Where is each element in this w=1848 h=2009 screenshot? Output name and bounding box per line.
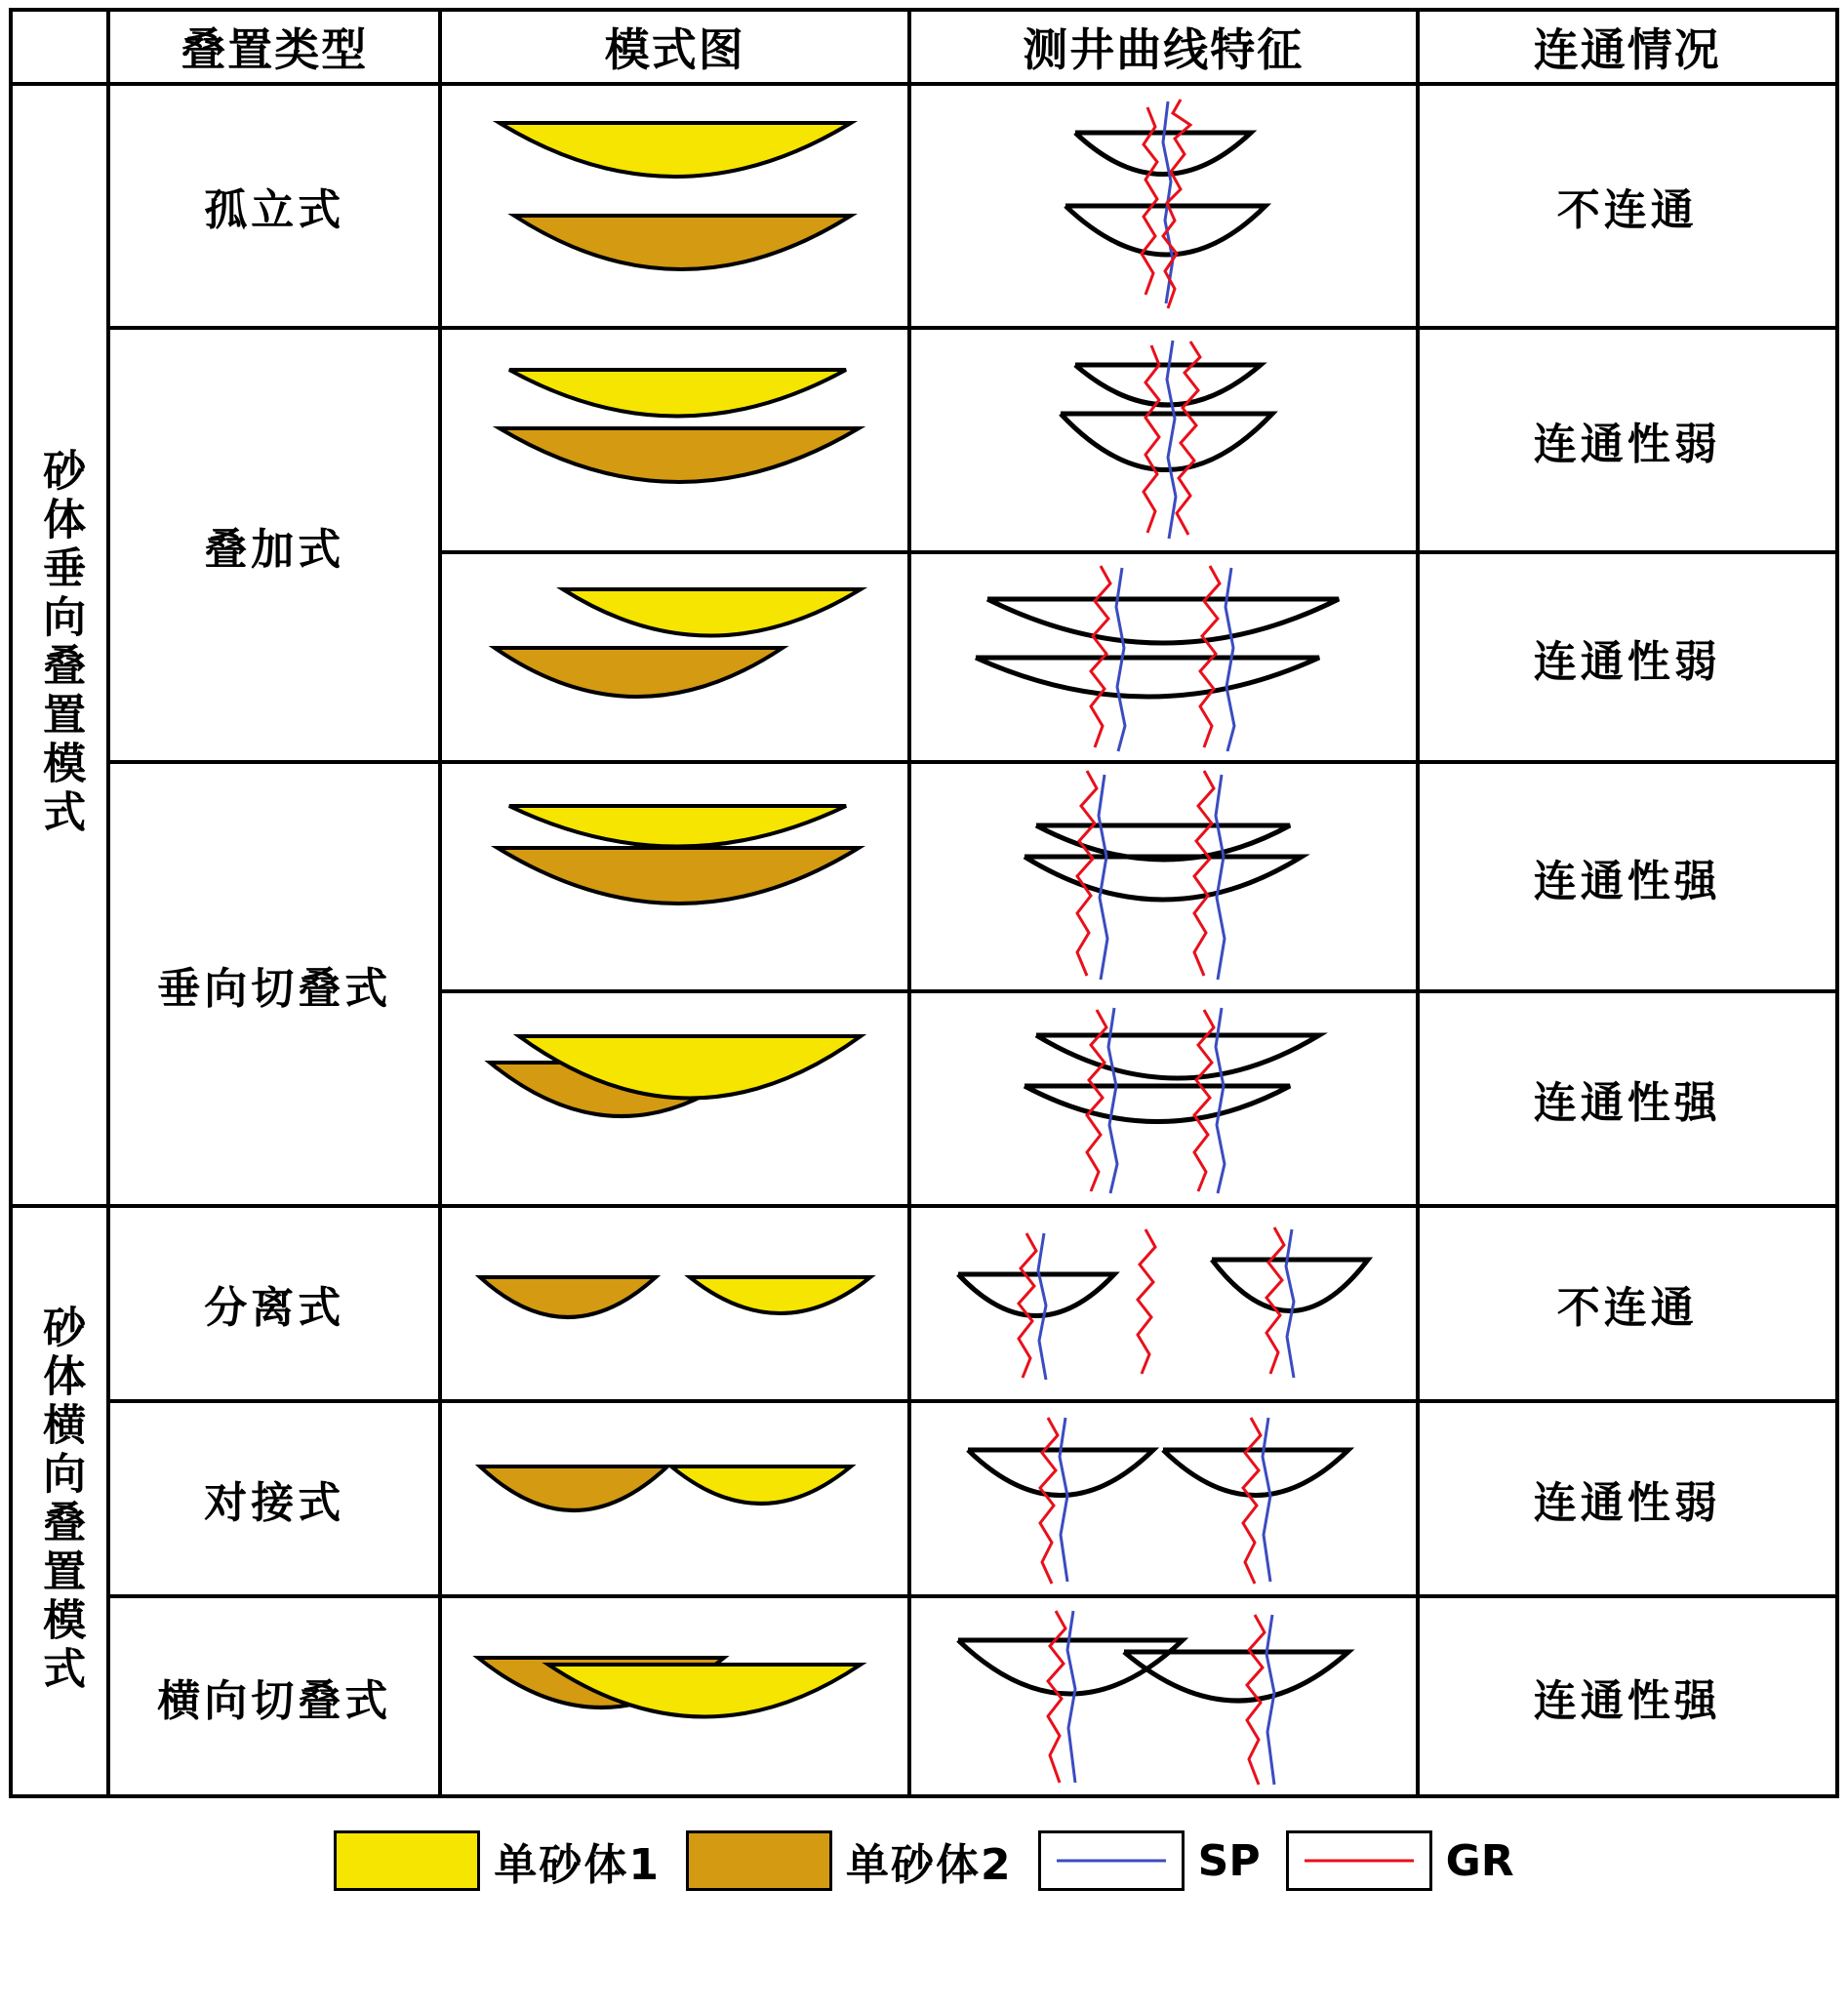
pattern-vertical-cut-b	[440, 991, 909, 1206]
pattern-vertical-cut-b-svg	[461, 999, 890, 1199]
pattern-superimposed-a	[440, 328, 909, 552]
type-lateral-cut-stack: 横向切叠式	[108, 1596, 440, 1796]
gr-line-icon	[1301, 1851, 1418, 1870]
log-separated	[909, 1206, 1418, 1401]
log-isolated-svg	[929, 94, 1397, 318]
legend-label-sand2: 单砂体2	[846, 1840, 1013, 1890]
legend-item-gr	[1286, 1830, 1514, 1891]
legend-item-sp	[1038, 1830, 1261, 1891]
type-separated: 分离式	[108, 1206, 440, 1401]
header-group	[11, 10, 108, 84]
pattern-lateral-cut	[440, 1596, 909, 1796]
pattern-separated	[440, 1206, 909, 1401]
table-row	[11, 84, 1837, 328]
pattern-vertical-cut-a	[440, 762, 909, 991]
log-lateral-cut-svg	[929, 1601, 1397, 1791]
type-superimposed: 叠加式	[108, 328, 440, 762]
connectivity-lateral-cut: 连通性强	[1418, 1596, 1838, 1796]
header-connectivity: 连通情况	[1418, 10, 1838, 84]
pattern-isolated	[440, 84, 909, 328]
group-label-vertical: 砂体垂向叠置模式	[11, 84, 108, 1206]
log-superimposed-a-svg	[929, 336, 1397, 545]
figure-root	[0, 8, 1848, 2009]
type-vertical-cut-stack: 垂向切叠式	[108, 762, 440, 1206]
table-row	[11, 1206, 1837, 1401]
log-vertical-cut-b-svg	[929, 996, 1397, 1201]
log-vertical-cut-a-svg	[929, 767, 1397, 986]
sand-body-1-swatch	[334, 1830, 480, 1891]
log-lateral-cut	[909, 1596, 1418, 1796]
header-log-curve: 测井曲线特征	[909, 10, 1418, 84]
pattern-superimposed-a-svg	[461, 336, 890, 545]
header-pattern: 模式图	[440, 10, 909, 84]
log-superimposed-b-svg	[929, 560, 1397, 755]
table-row	[11, 328, 1837, 552]
gr-curve-swatch	[1286, 1830, 1432, 1891]
pattern-vertical-cut-a-svg	[461, 772, 890, 982]
pattern-lateral-cut-svg	[461, 1611, 890, 1782]
legend-item-sand1	[334, 1829, 661, 1892]
legend-label-gr: GR	[1445, 1835, 1514, 1886]
connectivity-vertical-cut-a: 连通性强	[1418, 762, 1838, 991]
sand-body-2-swatch	[686, 1830, 832, 1891]
log-vertical-cut-a	[909, 762, 1418, 991]
connectivity-vertical-cut-b: 连通性强	[1418, 991, 1838, 1206]
table-row	[11, 1401, 1837, 1596]
type-butt-joint: 对接式	[108, 1401, 440, 1596]
connectivity-superimposed-a: 连通性弱	[1418, 328, 1838, 552]
stacking-pattern-table	[9, 8, 1839, 1798]
connectivity-butt-joint: 连通性弱	[1418, 1401, 1838, 1596]
table-header-row	[11, 10, 1837, 84]
pattern-superimposed-b	[440, 552, 909, 762]
log-vertical-cut-b	[909, 991, 1418, 1206]
log-superimposed-a	[909, 328, 1418, 552]
legend-label-sand1: 单砂体1	[494, 1840, 662, 1890]
pattern-butt-joint	[440, 1401, 909, 1596]
log-butt-joint	[909, 1401, 1418, 1596]
connectivity-superimposed-b: 连通性弱	[1418, 552, 1838, 762]
group-label-lateral: 砂体横向叠置模式	[11, 1206, 108, 1796]
legend-label-sp: SP	[1197, 1835, 1261, 1886]
pattern-butt-joint-svg	[461, 1416, 890, 1582]
log-separated-svg	[929, 1216, 1397, 1391]
type-isolated: 孤立式	[108, 84, 440, 328]
log-isolated	[909, 84, 1418, 328]
sp-curve-swatch	[1038, 1830, 1185, 1891]
connectivity-separated: 不连通	[1418, 1206, 1838, 1401]
log-butt-joint-svg	[929, 1406, 1397, 1591]
legend	[9, 1814, 1839, 1908]
sp-line-icon	[1053, 1851, 1170, 1870]
connectivity-isolated: 不连通	[1418, 84, 1838, 328]
table-row	[11, 1596, 1837, 1796]
pattern-isolated-svg	[461, 94, 890, 318]
table-row	[11, 762, 1837, 991]
legend-item-sand2	[686, 1829, 1013, 1892]
log-superimposed-b	[909, 552, 1418, 762]
pattern-superimposed-b-svg	[461, 560, 890, 755]
pattern-separated-svg	[461, 1221, 890, 1386]
header-stack-type: 叠置类型	[108, 10, 440, 84]
